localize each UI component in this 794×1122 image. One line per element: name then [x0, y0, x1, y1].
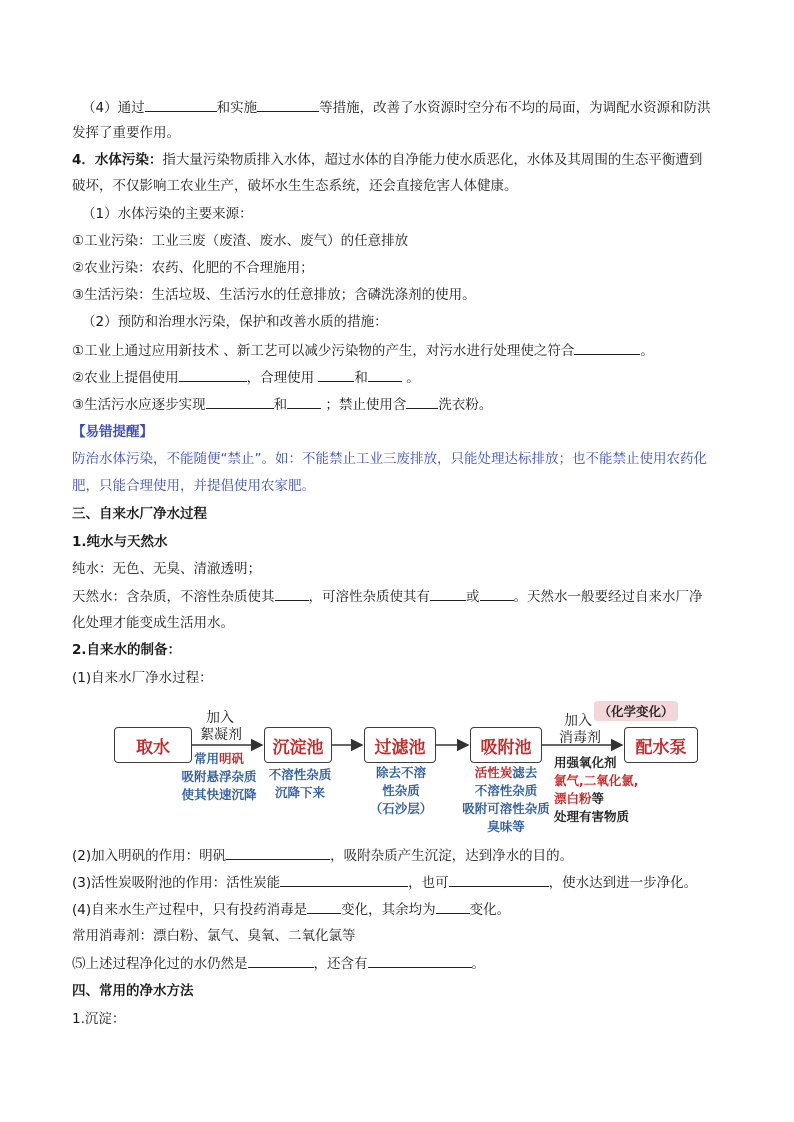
fill-blank[interactable]: [449, 872, 549, 887]
text: 加入: [206, 710, 234, 726]
note-alum-3: 使其快速沉降: [181, 787, 257, 802]
note-filter-2: 性杂质: [382, 783, 420, 798]
source-item-2: ②农业污染：农药、化肥的不合理施用；: [72, 260, 314, 276]
section-4-heading: 四、常用的净水方法: [72, 983, 194, 999]
step-intake: 取水: [114, 727, 192, 763]
step-filter-tank: 过滤池: [364, 727, 436, 763]
text: (3)活性炭吸附池的作用：活性炭能: [72, 875, 281, 891]
text: 等措施，改善了水资源时空分布不均的局面，为调配水资源和防洪: [319, 100, 711, 116]
text: ①工业上通过应用新技术 、新工艺可以减少污染物的产生，对污水进行处理使之符合: [72, 343, 575, 359]
note-alum: [176, 750, 262, 767]
chemical-change-tag: （化学变化）: [594, 701, 678, 721]
text: 变化。: [469, 902, 511, 918]
text: 常用: [193, 751, 219, 766]
subheading-1: 1.纯水与天然水: [72, 534, 168, 550]
activated-carbon-highlight: 活性炭: [474, 765, 513, 780]
text: 天然水：含杂质，不溶性杂质使其: [72, 589, 275, 605]
section-4-title: 4．水体污染：: [72, 152, 163, 168]
section-4-line2: 破坏，不仅影响工农业生产，破坏水生生态系统，还会直接危害人体健康。: [72, 178, 518, 194]
text: 洗衣粉。: [438, 397, 493, 413]
question-3: [72, 872, 697, 893]
source-item-3: ③生活污染：生活垃圾、生活污水的任意排放；含磷洗涤剂的使用。: [72, 287, 476, 303]
text: 。天然水一般要经过自来水厂净: [513, 589, 703, 605]
text: （4）通过: [82, 100, 145, 116]
fill-blank[interactable]: [226, 845, 330, 860]
text: 。: [471, 956, 485, 972]
note-adsorb-4: 臭味等: [487, 819, 525, 834]
step-adsorption-tank: 吸附池: [470, 727, 542, 763]
tip-title: 【易错提醒】: [72, 424, 153, 440]
tip-line-2: 肥，只能合理使用，并提倡使用农家肥。: [72, 478, 315, 494]
section-3-heading: 三、自来水厂净水过程: [72, 506, 207, 522]
text: 和: [273, 397, 288, 413]
text: ，使水达到进一步净化。: [548, 875, 698, 891]
natural-water-line2: 化处理才能变成生活用水。: [72, 615, 234, 631]
text: 等: [591, 791, 605, 806]
sources-title: （1）水体污染的主要来源：: [82, 206, 253, 222]
note-disinfect-1: 用强氧化剂: [554, 755, 617, 770]
fill-blank[interactable]: [368, 953, 472, 968]
disinfectant-label: 消毒剂: [559, 730, 601, 746]
text: ⑸上述过程净化过的水仍然是: [72, 956, 248, 972]
para-4-line2: 发挥了重要作用。: [72, 125, 180, 141]
sedimentation-item: 1.沉淀：: [72, 1011, 126, 1027]
question-2: [72, 845, 573, 866]
text: 。: [401, 370, 420, 386]
bleach-highlight: 漂白粉: [554, 791, 592, 806]
fill-blank[interactable]: [280, 872, 408, 887]
step-distribution-pump: 配水泵: [624, 727, 698, 763]
process-title: (1)自来水厂净水过程：: [72, 670, 213, 686]
question-5: [72, 953, 485, 974]
text: 和: [354, 370, 368, 386]
note-disinfect-4: 处理有害物质: [554, 809, 630, 824]
note-adsorb-2: 不溶性杂质: [474, 783, 538, 798]
note-adsorb-3: 吸附可溶性杂质: [462, 801, 550, 816]
text: 和实施: [216, 100, 258, 116]
pure-water-text: 纯水：无色、无臭、清澈透明；: [72, 561, 261, 577]
text: 变化，其余均为: [341, 902, 436, 918]
question-4: [72, 899, 510, 920]
note-sediment-2: 沉降下来: [274, 785, 325, 800]
note-sediment-1: 不溶性杂质: [268, 767, 332, 782]
note-filter-1: 除去不溶: [375, 765, 426, 780]
note-alum-2: 吸附悬浮杂质: [181, 769, 257, 784]
common-disinfectants: 常用消毒剂：漂白粉、氯气、臭氧、二氧化氯等: [72, 928, 356, 944]
text: ，合理使用: [246, 370, 319, 386]
text: 或: [466, 589, 480, 605]
subheading-2: 2.自来水的制备：: [72, 642, 182, 658]
fill-blank[interactable]: [307, 899, 341, 914]
note-adsorb-1: [454, 764, 558, 781]
text: ；禁止使用含: [321, 397, 407, 413]
note-filter-3: （石沙层）: [369, 801, 433, 816]
text: ②农业上提倡使用: [72, 370, 179, 386]
source-item-1: ①工业污染：工业三废（废渣、废水、废气）的任意排放: [72, 233, 409, 249]
flocculant-label: 絮凝剂: [200, 727, 242, 743]
add-flocculant-label: [198, 709, 242, 727]
text: ③生活污水应逐步实现: [72, 397, 206, 413]
note-disinfect-2: 氯气,二氧化氯,: [554, 773, 639, 788]
text: 。: [640, 343, 654, 359]
text: ，吸附杂质产生沉淀，达到净水的目的。: [330, 848, 574, 864]
fill-blank[interactable]: [436, 899, 470, 914]
alum-highlight: 明矾: [219, 751, 245, 766]
text: (4)自来水生产过程中，只有投药消毒是: [72, 902, 308, 918]
text: 滤去: [512, 765, 538, 780]
add-disinfectant-label: 加入: [564, 713, 592, 729]
text: ，也可: [408, 875, 449, 891]
step-sedimentation-tank: 沉淀池: [264, 727, 332, 763]
note-disinfect-3: [554, 790, 604, 807]
fill-blank[interactable]: [248, 953, 314, 968]
text: ，还含有: [313, 956, 368, 972]
prevention-title: （2）预防和治理水污染，保护和改善水质的措施：: [82, 314, 388, 330]
text: ，可溶性杂质使其有: [308, 589, 430, 605]
tip-line-1: 防治水体污染，不能随便“禁止”。如：不能禁止工业三废排放，只能处理达标排放；也不能禁止使用农药化: [72, 451, 707, 467]
text: 指大量污染物质排入水体，超过水体的自净能力使水质恶化，水体及其周围的生态平衡遭到: [162, 152, 703, 168]
text: (2)加入明矾的作用：明矾: [72, 848, 227, 864]
